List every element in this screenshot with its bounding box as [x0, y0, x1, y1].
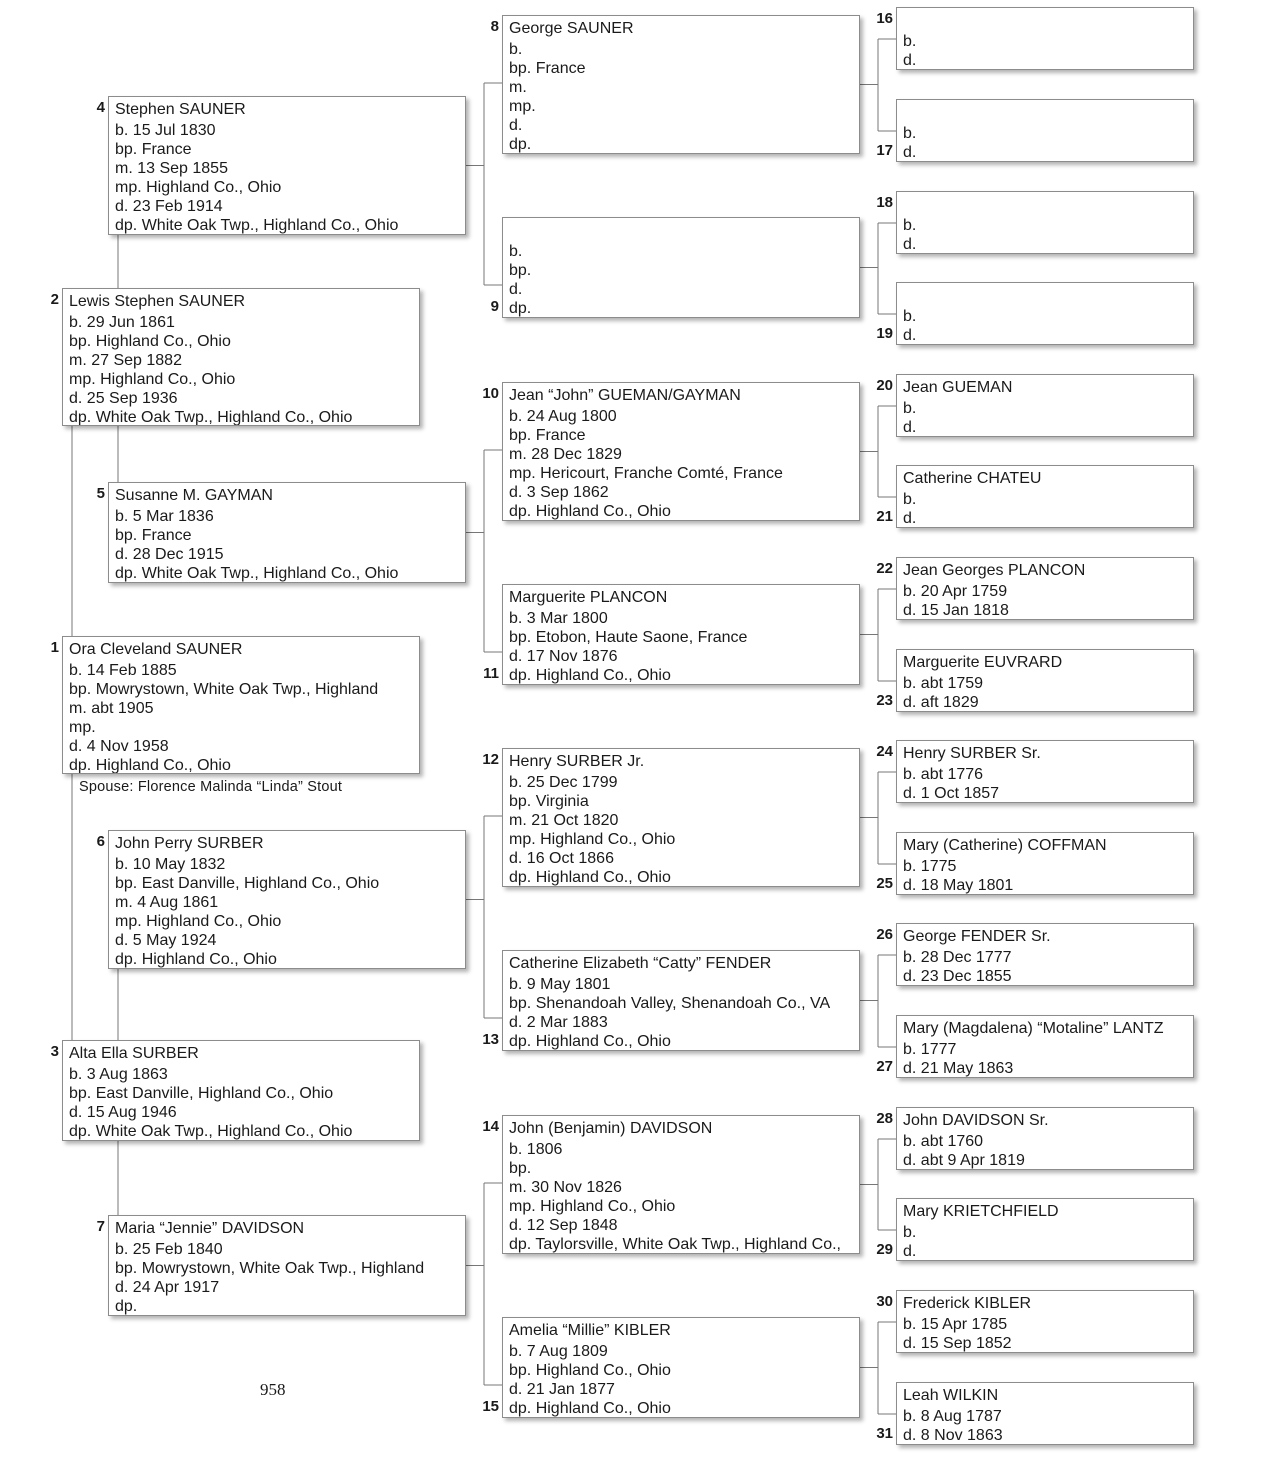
person-box-22 — [896, 557, 1194, 620]
person-name — [903, 286, 1187, 307]
person-box-5 — [108, 482, 466, 583]
person-fact: mp. Highland Co., Ohio — [509, 831, 676, 848]
person-name: George FENDER Sr. — [903, 928, 1051, 945]
person-name: Henry SURBER Jr. — [509, 753, 645, 770]
person-fact: dp. Highland Co., Ohio — [509, 869, 671, 886]
person-name: John Perry SURBER — [115, 835, 264, 852]
person-fact: d. — [903, 419, 917, 436]
person-fact: b. 10 May 1832 — [115, 856, 226, 873]
person-fact: b. 25 Feb 1840 — [115, 1241, 223, 1258]
person-name: Jean Georges PLANCON — [903, 562, 1086, 579]
ahnentafel-number: 9 — [490, 298, 499, 315]
person-fact: mp. — [509, 98, 536, 115]
person-box-3 — [62, 1040, 420, 1141]
person-fact: m. 21 Oct 1820 — [509, 812, 619, 829]
person-fact: d. — [509, 281, 523, 298]
person-box-8 — [502, 15, 860, 154]
ahnentafel-number: 8 — [490, 18, 499, 35]
person-name — [903, 195, 1187, 216]
person-fact: bp. Mowrystown, White Oak Twp., Highland — [69, 681, 379, 698]
person-name: Susanne M. GAYMAN — [115, 487, 273, 504]
person-fact: dp. Highland Co., Ohio — [69, 757, 231, 774]
person-name: Amelia “Millie” KIBLER — [509, 1322, 671, 1339]
person-fact: mp. Highland Co., Ohio — [509, 1198, 676, 1215]
person-fact: bp. Highland Co., Ohio — [69, 333, 231, 350]
person-fact: dp. — [509, 136, 532, 153]
person-box-7 — [108, 1215, 466, 1316]
person-fact: m. — [509, 79, 527, 96]
ahnentafel-number: 18 — [876, 194, 893, 211]
person-name: John (Benjamin) DAVIDSON — [509, 1120, 713, 1137]
ahnentafel-number: 17 — [876, 142, 893, 159]
ahnentafel-number: 20 — [876, 377, 893, 394]
person-fact: d. 25 Sep 1936 — [69, 390, 178, 407]
person-fact: d. — [903, 327, 917, 344]
person-fact: d. 28 Dec 1915 — [115, 546, 224, 563]
person-fact: d. — [903, 52, 917, 69]
person-fact: mp. Hericourt, Franche Comté, France — [509, 465, 783, 482]
person-name: Leah WILKIN — [903, 1387, 999, 1404]
person-box-31 — [896, 1382, 1194, 1445]
person-box-24 — [896, 740, 1194, 803]
person-box-14 — [502, 1115, 860, 1254]
person-fact: b. 25 Dec 1799 — [509, 774, 618, 791]
person-name: Henry SURBER Sr. — [903, 745, 1041, 762]
person-fact: dp. White Oak Twp., Highland Co., Ohio — [69, 1123, 353, 1140]
person-fact: b. — [903, 33, 917, 50]
person-name: Mary KRIETCHFIELD — [903, 1203, 1059, 1220]
person-fact: b. 7 Aug 1809 — [509, 1343, 608, 1360]
person-fact: b. abt 1760 — [903, 1133, 984, 1150]
person-box-28 — [896, 1107, 1194, 1170]
ahnentafel-number: 22 — [876, 560, 893, 577]
person-name — [509, 221, 853, 242]
ahnentafel-number: 11 — [483, 665, 499, 682]
person-fact: bp. Virginia — [509, 793, 589, 810]
ahnentafel-number: 28 — [876, 1110, 893, 1127]
person-fact: bp. East Danville, Highland Co., Ohio — [115, 875, 380, 892]
person-box-13 — [502, 950, 860, 1051]
person-fact: bp. France — [115, 527, 192, 544]
person-fact: m. abt 1905 — [69, 700, 154, 717]
person-fact: b. — [903, 308, 917, 325]
person-fact: b. 1806 — [509, 1141, 563, 1158]
person-fact: d. 24 Apr 1917 — [115, 1279, 220, 1296]
person-name: Mary (Catherine) COFFMAN — [903, 837, 1107, 854]
person-fact: bp. France — [115, 141, 192, 158]
person-fact: d. 1 Oct 1857 — [903, 785, 1000, 802]
person-fact: b. — [903, 125, 917, 142]
person-box-2 — [62, 288, 420, 426]
person-fact: b. 1775 — [903, 858, 957, 875]
ahnentafel-number: 26 — [876, 926, 893, 943]
person-fact: mp. Highland Co., Ohio — [115, 913, 282, 930]
person-box-25 — [896, 832, 1194, 895]
ahnentafel-number: 15 — [482, 1398, 499, 1415]
ahnentafel-number: 14 — [482, 1118, 499, 1135]
person-box-15 — [502, 1317, 860, 1418]
person-box-19 — [896, 282, 1194, 345]
person-fact: bp. Highland Co., Ohio — [509, 1362, 671, 1379]
person-fact: d. 4 Nov 1958 — [69, 738, 169, 755]
page-number: 958 — [260, 1380, 286, 1399]
spouse-label: Spouse: Florence Malinda “Linda” Stout — [79, 779, 343, 795]
person-fact: d. 18 May 1801 — [903, 877, 1014, 894]
ahnentafel-number: 29 — [876, 1241, 893, 1258]
person-fact: d. 5 May 1924 — [115, 932, 217, 949]
person-fact: b. — [509, 41, 523, 58]
person-fact: b. 15 Apr 1785 — [903, 1316, 1008, 1333]
person-fact: dp. — [509, 300, 532, 317]
person-name: Marguerite PLANCON — [509, 589, 668, 606]
person-fact: bp. — [509, 262, 532, 279]
person-fact: d. 21 Jan 1877 — [509, 1381, 615, 1398]
ahnentafel-number: 27 — [876, 1058, 893, 1075]
person-fact: dp. Highland Co., Ohio — [509, 1400, 671, 1417]
ahnentafel-number: 4 — [96, 99, 105, 116]
person-fact: dp. White Oak Twp., Highland Co., Ohio — [69, 409, 353, 426]
person-fact: bp. Etobon, Haute Saone, France — [509, 629, 748, 646]
person-name: Jean GUEMAN — [903, 379, 1013, 396]
person-box-26 — [896, 923, 1194, 986]
ahnentafel-number: 10 — [482, 385, 499, 402]
person-box-4 — [108, 96, 466, 235]
person-fact: d. 15 Jan 1818 — [903, 602, 1009, 619]
person-fact: d. 17 Nov 1876 — [509, 648, 618, 665]
person-fact: bp. Shenandoah Valley, Shenandoah Co., VA — [509, 995, 831, 1012]
person-fact: bp. Mowrystown, White Oak Twp., Highland — [115, 1260, 425, 1277]
person-fact: b. — [903, 1224, 917, 1241]
person-box-12 — [502, 748, 860, 887]
person-fact: b. abt 1759 — [903, 675, 984, 692]
person-box-27 — [896, 1015, 1194, 1078]
person-fact: bp. — [509, 1160, 532, 1177]
person-fact: dp. Highland Co., Ohio — [509, 503, 671, 520]
person-fact: dp. — [115, 1298, 138, 1315]
ahnentafel-number: 25 — [876, 875, 893, 892]
person-fact: m. 13 Sep 1855 — [115, 160, 228, 177]
person-fact: d. 8 Nov 1863 — [903, 1427, 1003, 1444]
ahnentafel-number: 3 — [50, 1043, 59, 1060]
person-fact: d. aft 1829 — [903, 694, 979, 711]
person-fact: bp. France — [509, 427, 586, 444]
ahnentafel-number: 7 — [96, 1218, 105, 1235]
person-box-9 — [502, 217, 860, 318]
person-fact: m. 4 Aug 1861 — [115, 894, 219, 911]
person-name: Lewis Stephen SAUNER — [69, 293, 246, 310]
person-fact: bp. East Danville, Highland Co., Ohio — [69, 1085, 334, 1102]
person-fact: b. 3 Aug 1863 — [69, 1066, 168, 1083]
person-name — [903, 103, 1187, 124]
person-fact: mp. Highland Co., Ohio — [115, 179, 282, 196]
person-fact: b. — [509, 243, 523, 260]
person-fact: mp. Highland Co., Ohio — [69, 371, 236, 388]
person-name: Frederick KIBLER — [903, 1295, 1032, 1312]
person-box-21 — [896, 465, 1194, 528]
ahnentafel-number: 31 — [876, 1425, 893, 1442]
person-fact: m. 30 Nov 1826 — [509, 1179, 622, 1196]
person-fact: d. — [903, 144, 917, 161]
person-fact: b. 14 Feb 1885 — [69, 662, 177, 679]
ahnentafel-number: 23 — [876, 692, 893, 709]
person-fact: bp. France — [509, 60, 586, 77]
ahnentafel-number: 24 — [876, 743, 893, 760]
person-fact: b. 20 Apr 1759 — [903, 583, 1008, 600]
ahnentafel-number: 13 — [482, 1031, 499, 1048]
person-box-23 — [896, 649, 1194, 712]
person-fact: d. — [903, 510, 917, 527]
person-fact: b. — [903, 491, 917, 508]
person-fact: b. — [903, 217, 917, 234]
ahnentafel-number: 19 — [876, 325, 893, 342]
person-box-10 — [502, 382, 860, 521]
person-name: Jean “John” GUEMAN/GAYMAN — [509, 387, 741, 404]
person-fact: b. 9 May 1801 — [509, 976, 611, 993]
person-fact: b. 8 Aug 1787 — [903, 1408, 1002, 1425]
person-box-30 — [896, 1290, 1194, 1353]
person-name: Catherine CHATEU — [903, 470, 1042, 487]
ahnentafel-number: 2 — [50, 291, 59, 308]
person-fact: dp. White Oak Twp., Highland Co., Ohio — [115, 217, 399, 234]
person-fact: dp. Highland Co., Ohio — [115, 951, 277, 968]
person-box-6 — [108, 830, 466, 969]
ahnentafel-number: 21 — [876, 508, 893, 525]
person-fact: d. 3 Sep 1862 — [509, 484, 609, 501]
ahnentafel-number: 16 — [876, 10, 893, 27]
ahnentafel-number: 6 — [96, 833, 105, 850]
person-fact: dp. Taylorsville, White Oak Twp., Highland Co., — [509, 1236, 841, 1253]
person-box-18 — [896, 191, 1194, 254]
person-fact: d. — [903, 236, 917, 253]
person-fact: b. 28 Dec 1777 — [903, 949, 1012, 966]
person-fact: b. 15 Jul 1830 — [115, 122, 216, 139]
person-name — [903, 11, 1187, 32]
person-box-29 — [896, 1198, 1194, 1261]
person-fact: b. abt 1776 — [903, 766, 984, 783]
person-fact: b. 1777 — [903, 1041, 957, 1058]
person-fact: d. 2 Mar 1883 — [509, 1014, 608, 1031]
person-fact: d. 12 Sep 1848 — [509, 1217, 618, 1234]
person-fact: d. 15 Aug 1946 — [69, 1104, 177, 1121]
person-fact: d. — [903, 1243, 917, 1260]
person-fact: d. 16 Oct 1866 — [509, 850, 614, 867]
person-fact: d. 23 Dec 1855 — [903, 968, 1012, 985]
ahnentafel-number: 12 — [482, 751, 499, 768]
person-fact: d. 15 Sep 1852 — [903, 1335, 1012, 1352]
person-box-17 — [896, 99, 1194, 162]
person-fact: dp. Highland Co., Ohio — [509, 1033, 671, 1050]
person-name: Marguerite EUVRARD — [903, 654, 1063, 671]
person-fact: b. 24 Aug 1800 — [509, 408, 617, 425]
person-fact: b. — [903, 400, 917, 417]
person-fact: d. — [509, 117, 523, 134]
person-name: Alta Ella SURBER — [69, 1045, 199, 1062]
person-name: Catherine Elizabeth “Catty” FENDER — [509, 955, 772, 972]
person-fact: b. 5 Mar 1836 — [115, 508, 214, 525]
person-box-11 — [502, 584, 860, 685]
ahnentafel-number: 1 — [50, 639, 59, 656]
person-name: Ora Cleveland SAUNER — [69, 641, 243, 658]
person-fact: b. 29 Jun 1861 — [69, 314, 175, 331]
person-fact: mp. — [69, 719, 96, 736]
ahnentafel-number: 5 — [96, 485, 105, 502]
person-fact: m. 27 Sep 1882 — [69, 352, 182, 369]
ahnentafel-number: 30 — [876, 1293, 893, 1310]
person-fact: b. 3 Mar 1800 — [509, 610, 608, 627]
person-fact: dp. Highland Co., Ohio — [509, 667, 671, 684]
person-fact: m. 28 Dec 1829 — [509, 446, 622, 463]
person-box-20 — [896, 374, 1194, 437]
person-name: Stephen SAUNER — [115, 101, 246, 118]
person-name: Maria “Jennie” DAVIDSON — [115, 1220, 305, 1237]
person-box-16 — [896, 7, 1194, 70]
person-fact: d. 21 May 1863 — [903, 1060, 1014, 1077]
person-fact: d. 23 Feb 1914 — [115, 198, 223, 215]
person-name: Mary (Magdalena) “Motaline” LANTZ — [903, 1020, 1164, 1037]
person-box-1 — [62, 636, 420, 774]
person-fact: dp. White Oak Twp., Highland Co., Ohio — [115, 565, 399, 582]
person-name: George SAUNER — [509, 20, 634, 37]
person-name: John DAVIDSON Sr. — [903, 1112, 1049, 1129]
person-fact: d. abt 9 Apr 1819 — [903, 1152, 1025, 1169]
